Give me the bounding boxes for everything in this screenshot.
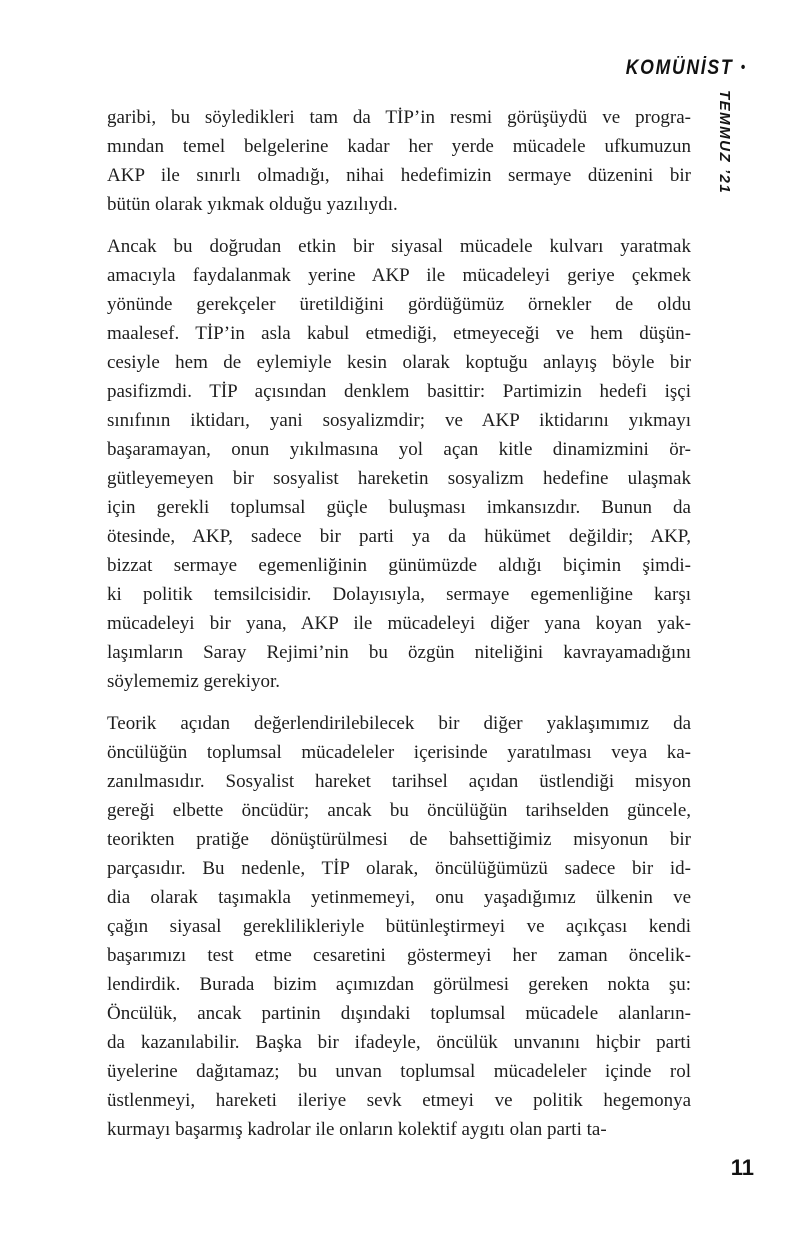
text-line: gütleyemeyen bir sosyalist hareketin sosyalizm hedefine ulaşmak	[107, 468, 691, 489]
text-line: ötesinde, AKP, sadece bir parti ya da hükümet değildir; AKP,	[107, 526, 691, 547]
text-line: cesiyle hem de eylemiyle kesin olarak koptuğu anlayış böyle bir	[107, 352, 691, 373]
page-number: 11	[730, 1155, 754, 1180]
text-line: bütün olarak yıkmak olduğu yazılıydı.	[107, 194, 398, 215]
journal-title: KOMÜNİST	[625, 56, 734, 79]
text-line: parçasıdır. Bu nedenle, TİP olarak, öncülüğümüzü sadece bir id-	[107, 858, 691, 879]
text-line: sınıfının iktidarı, yani sosyalizmdir; ve AKP iktidarını yıkmayı	[107, 410, 691, 431]
text-line: yönünde gerekçeler üretildiğini gördüğümüz örnekler de oldu	[107, 294, 691, 315]
running-head	[625, 56, 745, 80]
text-line: bizzat sermaye egemenliğinin günümüzde aldığı biçimin şimdi-	[107, 555, 691, 576]
text-line: Öncülük, ancak partinin dışındaki toplumsal mücadele alanların-	[107, 1003, 691, 1024]
text-line: dia olarak taşımakla yetinmemeyi, onu yaşadığımız ülkenin ve	[107, 887, 691, 908]
body-text	[107, 103, 691, 1157]
text-line: ki politik temsilcisidir. Dolayısıyla, sermaye egemenliğine karşı	[107, 584, 691, 605]
text-line: söylememiz gerekiyor.	[107, 671, 281, 692]
text-line: mücadeleyi bir yana, AKP ile mücadeleyi diğer yana koyan yak-	[107, 613, 691, 634]
text-line: Teorik açıdan değerlendirilebilecek bir diğer yaklaşımımız da	[107, 713, 691, 734]
text-line: üyelerine dağıtamaz; bu unvan toplumsal mücadeleler içinde rol	[107, 1061, 691, 1082]
text-line: başarımızı test etme cesaretini göstermeyi her zaman öncelik-	[107, 945, 691, 966]
paragraph	[107, 103, 691, 219]
text-line: lendirdik. Burada bizim açımızdan görülmesi gereken nokta şu:	[107, 974, 691, 995]
text-line: pasifizmdi. TİP açısından denklem basittir: Partimizin hedefi işçi	[107, 381, 691, 402]
text-line: da kazanılabilir. Başka bir ifadeyle, öncülük unvanını hiçbir parti	[107, 1032, 691, 1053]
text-line: çağın siyasal gereklilikleriyle bütünleştirmeyi ve açıkçası kendi	[107, 916, 691, 937]
text-line: garibi, bu söyledikleri tam da TİP’in resmi görüşüydü ve progra-	[107, 107, 691, 128]
text-line: kurmayı başarmış kadrolar ile onların kolektif aygıtı olan parti ta-	[107, 1119, 607, 1140]
issue-date-vertical: TEMMUZ ’21	[716, 90, 733, 195]
bullet-icon: •	[740, 58, 745, 76]
text-line: üstlenmeyi, hareketi ileriye sevk etmeyi ve politik hegemonya	[107, 1090, 691, 1111]
paragraph	[107, 709, 691, 1144]
text-line: gereği elbette öncüdür; ancak bu öncülüğün tarihselden güncele,	[107, 800, 691, 821]
paragraph	[107, 232, 691, 696]
text-line: laşımların Saray Rejimi’nin bu özgün niteliğini kavrayamadığını	[107, 642, 691, 663]
text-line: başaramayan, onun yıkılmasına yol açan kitle dinamizmini ör-	[107, 439, 691, 460]
text-line: amacıyla faydalanmak yerine AKP ile mücadeleyi geriye çekmek	[107, 265, 691, 286]
text-line: için gerekli toplumsal güçle buluşması imkansızdır. Bunun da	[107, 497, 691, 518]
text-line: maalesef. TİP’in asla kabul etmediği, etmeyeceği ve hem düşün-	[107, 323, 691, 344]
text-line: teorikten pratiğe dönüştürülmesi de bahsettiğimiz misyonun bir	[107, 829, 691, 850]
text-line: Ancak bu doğrudan etkin bir siyasal mücadele kulvarı yaratmak	[107, 236, 691, 257]
text-line: AKP ile sınırlı olmadığı, nihai hedefimizin sermaye düzenini bir	[107, 165, 691, 186]
text-line: öncülüğün toplumsal mücadeleler içerisinde yaratılması veya ka-	[107, 742, 691, 763]
text-line: mından temel belgelerine kadar her yerde mücadele ufkumuzun	[107, 136, 691, 157]
text-line: zanılmasıdır. Sosyalist hareket tarihsel açıdan üstlendiği misyon	[107, 771, 691, 792]
